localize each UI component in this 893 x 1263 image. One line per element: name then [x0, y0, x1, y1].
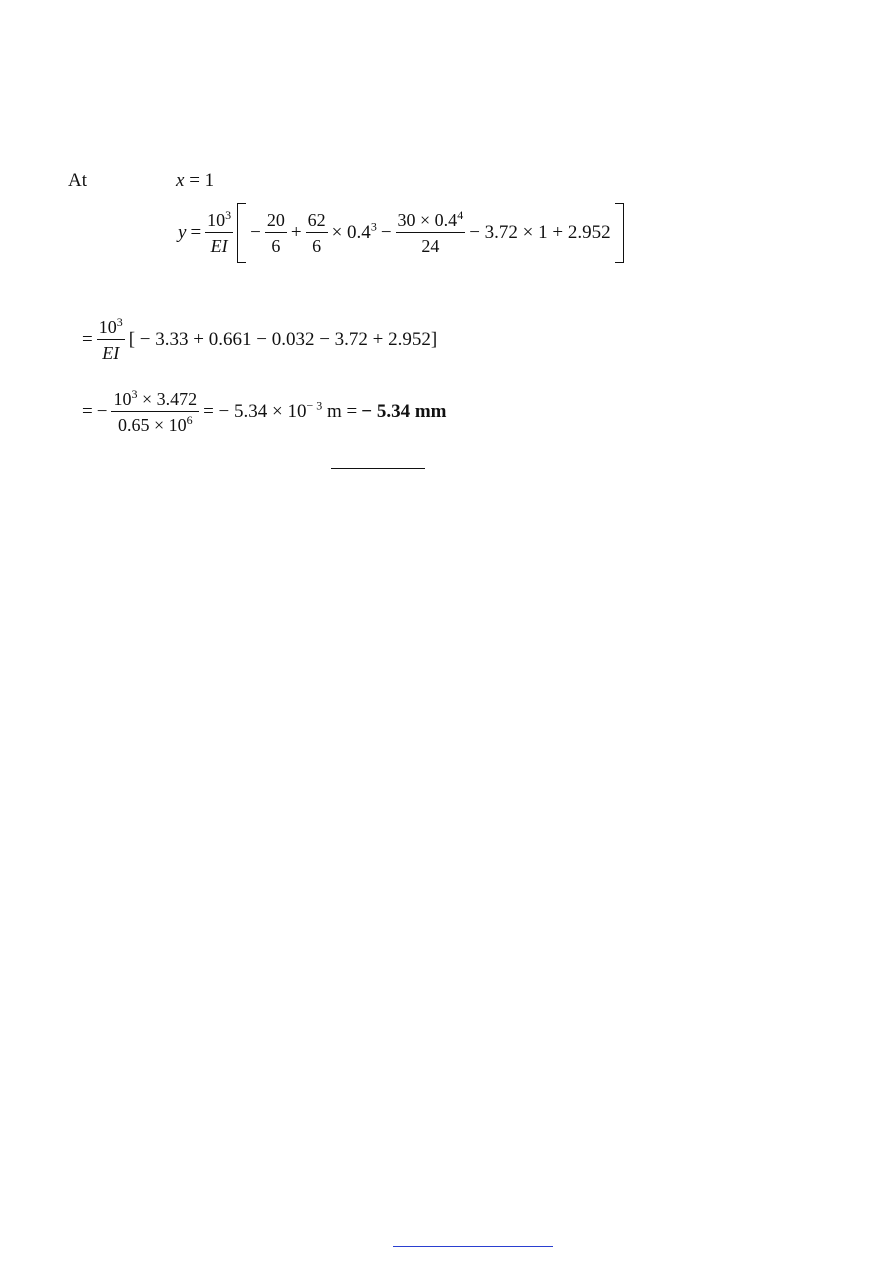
- equation-numeric-bracket: [80, 312, 439, 368]
- equals-sign: =: [82, 329, 93, 350]
- intermediate-value-unit: m =: [327, 401, 358, 422]
- numerator-exponent: 3: [116, 315, 123, 329]
- intermediate-value-exponent: − 3: [306, 398, 323, 413]
- result-denominator: [116, 412, 195, 436]
- result-numerator-base: 10: [113, 389, 132, 409]
- result-denominator-base: 0.65 × 10: [117, 415, 187, 435]
- section-divider: [331, 468, 425, 469]
- prefactor-numerator: [205, 209, 233, 233]
- numerator-exponent: 3: [225, 208, 232, 222]
- equals-sign: =: [82, 401, 93, 422]
- equals-sign: =: [189, 170, 200, 191]
- term3-numerator-base: 30 × 0.4: [397, 210, 458, 230]
- term3-fraction: [396, 209, 466, 257]
- result-numerator: [111, 388, 199, 412]
- term3-sign: −: [380, 222, 392, 243]
- prefactor-numerator: [97, 316, 125, 340]
- x-condition: [176, 170, 214, 192]
- term3-denominator: 24: [421, 236, 440, 256]
- equation-y-expansion: [176, 200, 626, 266]
- result-fraction: [111, 388, 199, 436]
- final-answer: − 5.34 mm: [361, 401, 447, 422]
- x-variable: x: [176, 170, 185, 191]
- right-bracket: [615, 203, 624, 263]
- term1-sign: −: [250, 222, 261, 243]
- result-numerator-rest: × 3.472: [137, 389, 198, 409]
- numerator-base: 10: [98, 317, 117, 337]
- prefactor-denominator: EI: [102, 343, 120, 363]
- prefactor-fraction: [205, 209, 233, 257]
- tail-terms: − 3.72 × 1 + 2.952: [469, 222, 611, 243]
- numerator-base: 10: [207, 210, 226, 230]
- term2-numerator: 62: [306, 209, 328, 233]
- term1-numerator: 20: [265, 209, 287, 233]
- bracket-content: [ − 3.33 + 0.661 − 0.032 − 3.72 + 2.952]: [128, 329, 438, 350]
- term2-fraction: [306, 209, 328, 257]
- equals-sign: =: [190, 222, 202, 243]
- term3-numerator: [396, 209, 466, 233]
- intermediate-value-base: = − 5.34 × 10: [203, 401, 307, 422]
- equation-final-result: [80, 382, 449, 442]
- at-label: At: [68, 170, 87, 191]
- negative-sign: −: [96, 401, 108, 422]
- term1-fraction: [265, 209, 287, 257]
- prefactor-denominator: EI: [210, 236, 228, 256]
- left-bracket: [237, 203, 246, 263]
- footer-link-underline[interactable]: [393, 1246, 553, 1247]
- term2-multiplier: [331, 219, 377, 244]
- result-denominator-exponent: 6: [186, 413, 193, 427]
- term2-denominator: 6: [312, 236, 322, 256]
- prefactor-fraction: [97, 316, 125, 364]
- intermediate-value: [203, 398, 358, 423]
- term2-sign: +: [290, 222, 302, 243]
- x-value: 1: [204, 170, 215, 191]
- term3-numerator-exponent: 4: [457, 208, 464, 222]
- term2-multiplier-exponent: 3: [370, 219, 377, 234]
- result-numerator-exponent: 3: [131, 387, 138, 401]
- y-variable: y: [178, 222, 187, 243]
- term2-multiplier-base: × 0.4: [331, 222, 371, 243]
- term1-denominator: 6: [271, 236, 281, 256]
